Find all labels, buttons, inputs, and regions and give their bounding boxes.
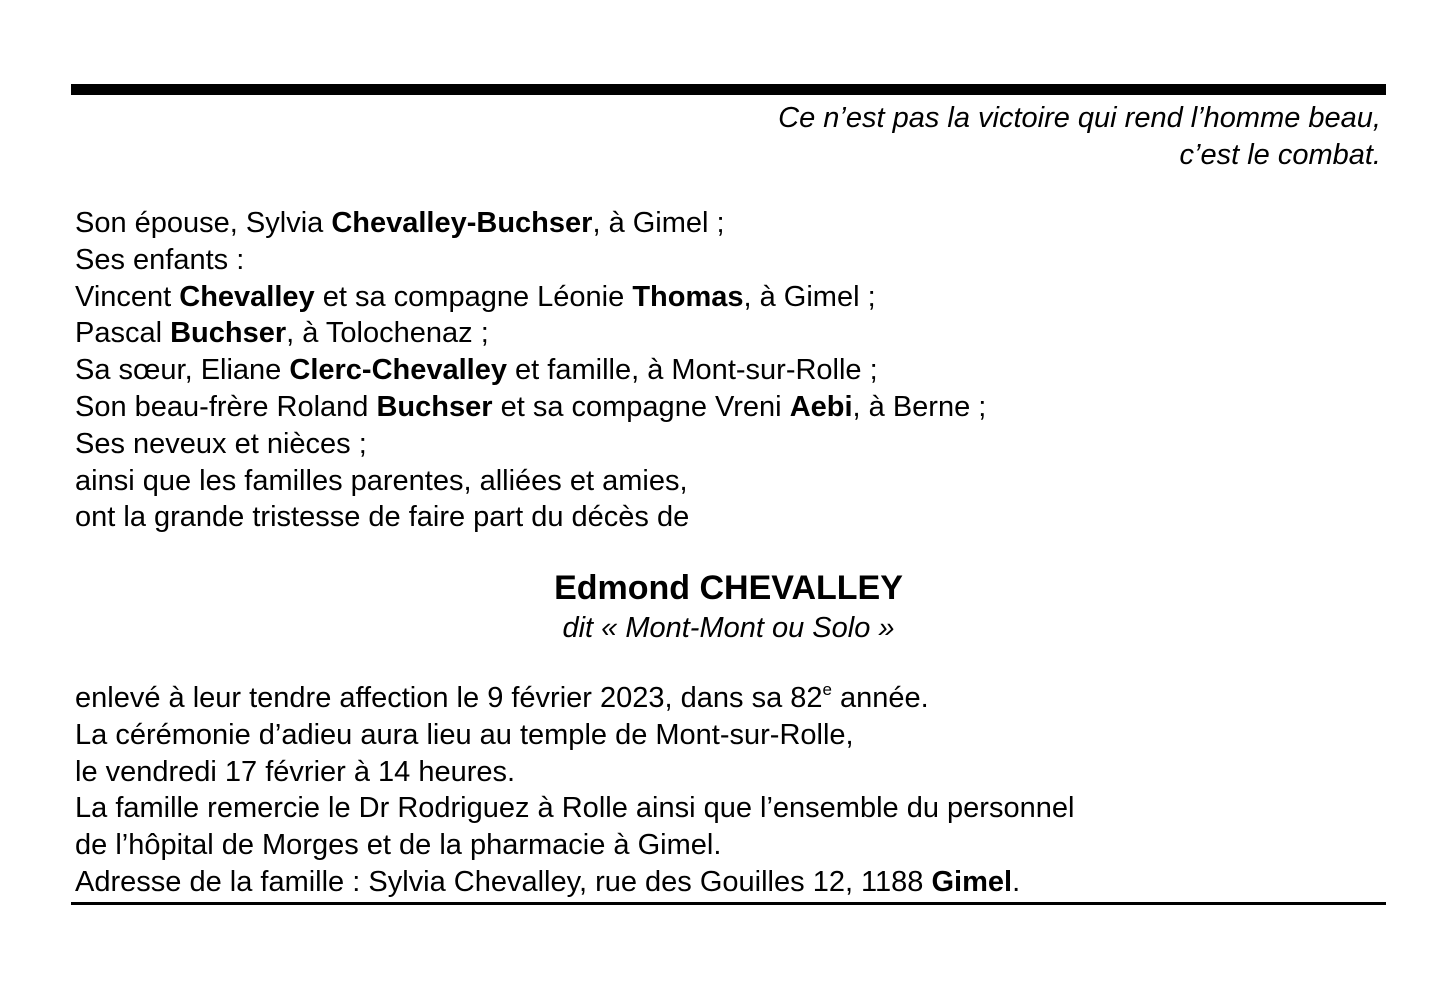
sister-surname: Clerc-Chevalley bbox=[289, 354, 507, 387]
brother-in-law-mid: et sa compagne Vreni bbox=[492, 390, 790, 423]
family-list bbox=[75, 205, 986, 536]
announcement-line: ont la grande tristesse de faire part du décès de bbox=[75, 501, 690, 534]
deceased-block bbox=[0, 567, 1452, 647]
brother-in-law-partner-surname: Aebi bbox=[789, 390, 853, 423]
death-text: enlevé à leur tendre affection le 9 février 2023, dans sa 82 bbox=[75, 682, 823, 714]
child2-first: Pascal bbox=[75, 317, 171, 350]
spouse-suffix: , à Gimel ; bbox=[592, 207, 725, 239]
brother-in-law-prefix: Son beau-frère Roland bbox=[75, 390, 377, 423]
children-heading: Ses enfants : bbox=[75, 243, 245, 276]
thanks-line-1: La famille remercie le Dr Rodriguez à Rolle ainsi que l’ensemble du personnel bbox=[75, 792, 1075, 825]
death-line bbox=[75, 680, 1074, 717]
deceased-nickname: dit « Mont-Mont ou Solo » bbox=[562, 612, 895, 644]
address-city: Gimel bbox=[931, 865, 1013, 898]
address-prefix: Adresse de la famille : Sylvia Chevalley, rue des Gouilles 12, 1188 bbox=[75, 865, 932, 898]
details-block bbox=[75, 680, 1074, 901]
child2-suffix: , à Tolochenaz ; bbox=[286, 317, 489, 350]
child1-surname: Chevalley bbox=[179, 280, 315, 313]
sister-line bbox=[75, 352, 986, 389]
ceremony-line-2: le vendredi 17 février à 14 heures. bbox=[75, 755, 516, 788]
nephews-line: Ses neveux et nièces ; bbox=[75, 427, 367, 460]
child1-mid: et sa compagne Léonie bbox=[314, 280, 633, 313]
address-suffix: . bbox=[1012, 865, 1021, 898]
top-rule bbox=[71, 84, 1386, 95]
brother-in-law-line bbox=[75, 389, 986, 426]
ceremony-line-1: La cérémonie d’adieu aura lieu au temple de Mont-sur-Rolle, bbox=[75, 718, 854, 751]
spouse-line bbox=[75, 205, 986, 242]
brother-in-law-suffix: , à Berne ; bbox=[852, 390, 987, 423]
child1-suffix: , à Gimel ; bbox=[743, 280, 876, 313]
deceased-name: Edmond CHEVALLEY bbox=[554, 569, 903, 607]
quote-line-1: Ce n’est pas la victoire qui rend l’homme beau, bbox=[778, 102, 1381, 134]
sister-prefix: Sa sœur, Eliane bbox=[75, 354, 290, 387]
bottom-rule bbox=[71, 902, 1386, 905]
death-suffix: année. bbox=[831, 682, 929, 714]
child1-partner-surname: Thomas bbox=[632, 280, 744, 313]
epigraph-quote bbox=[481, 100, 1381, 174]
quote-line-2: c’est le combat. bbox=[1179, 139, 1381, 171]
child-line-1 bbox=[75, 279, 986, 316]
ordinal-superscript: e bbox=[822, 680, 832, 699]
spouse-prefix: Son épouse, Sylvia bbox=[75, 207, 332, 239]
address-line bbox=[75, 864, 1074, 901]
spouse-surname: Chevalley-Buchser bbox=[331, 207, 593, 239]
child-line-2 bbox=[75, 315, 986, 352]
relatives-line: ainsi que les familles parentes, alliées et amies, bbox=[75, 464, 688, 497]
sister-suffix: et famille, à Mont-sur-Rolle ; bbox=[507, 354, 878, 387]
brother-in-law-surname: Buchser bbox=[376, 390, 493, 423]
child2-surname: Buchser bbox=[170, 317, 287, 350]
thanks-line-2: de l’hôpital de Morges et de la pharmacie à Gimel. bbox=[75, 829, 722, 862]
child1-first: Vincent bbox=[75, 280, 180, 313]
